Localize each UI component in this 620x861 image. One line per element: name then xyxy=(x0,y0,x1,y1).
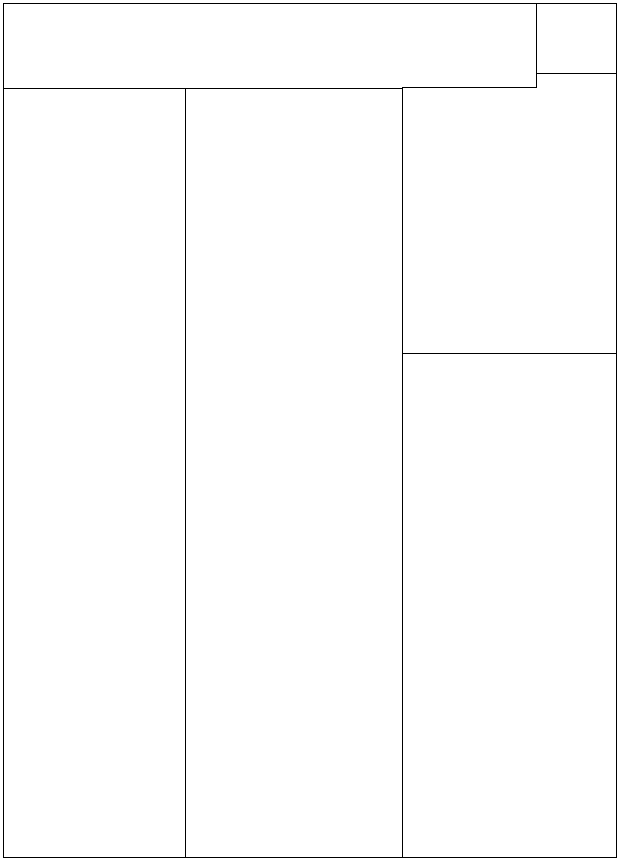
image-separator xyxy=(185,88,186,858)
stats-separator xyxy=(536,3,537,88)
column-separator xyxy=(402,87,403,858)
right-column-end xyxy=(403,353,617,354)
barcode xyxy=(7,37,147,61)
header-divider-mid xyxy=(403,87,536,88)
stats-divider xyxy=(536,73,617,74)
embroidery-design-preview xyxy=(5,88,185,858)
qr-code xyxy=(471,680,586,780)
